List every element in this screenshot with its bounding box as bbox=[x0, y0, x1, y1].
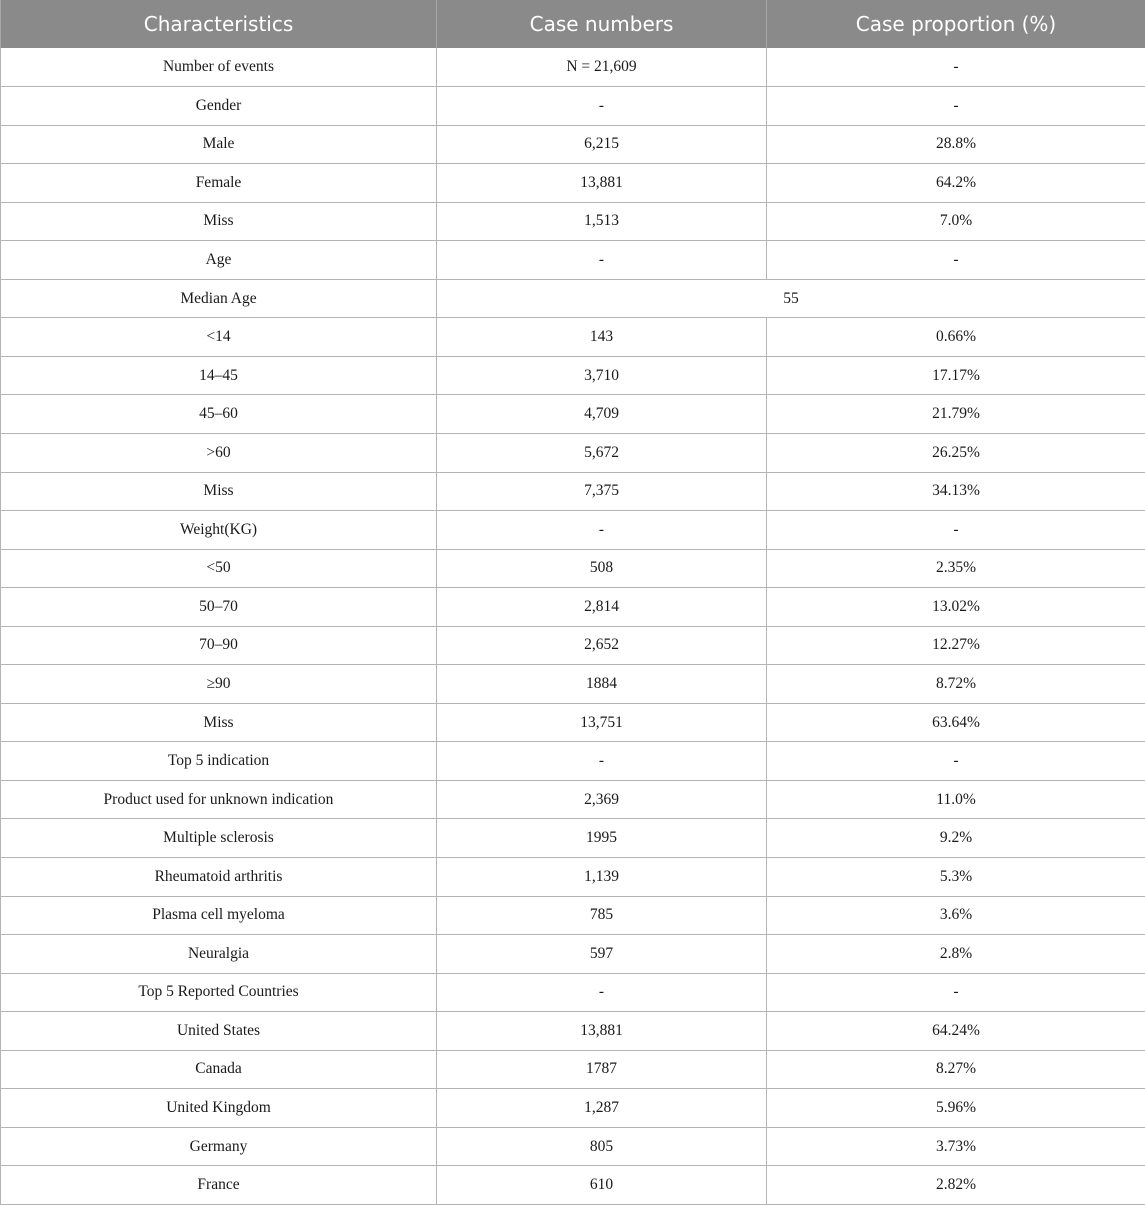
table-body bbox=[1, 48, 1145, 1204]
characteristic-cell: Number of events bbox=[1, 48, 437, 87]
table-row bbox=[1, 125, 1145, 164]
characteristic-cell: Median Age bbox=[1, 279, 437, 318]
case-number-cell: 2,814 bbox=[437, 588, 767, 627]
characteristic-cell: France bbox=[1, 1166, 437, 1205]
table-row bbox=[1, 511, 1145, 550]
characteristic-cell: Miss bbox=[1, 202, 437, 241]
characteristic-cell: Weight(KG) bbox=[1, 511, 437, 550]
characteristic-cell: Product used for unknown indication bbox=[1, 780, 437, 819]
case-number-cell: - bbox=[437, 241, 767, 280]
characteristic-cell: Plasma cell myeloma bbox=[1, 896, 437, 935]
case-number-cell: N = 21,609 bbox=[437, 48, 767, 87]
table-row bbox=[1, 356, 1145, 395]
case-proportion-cell: - bbox=[767, 48, 1145, 87]
case-proportion-cell: 2.82% bbox=[767, 1166, 1145, 1205]
table-row bbox=[1, 703, 1145, 742]
case-proportion-cell: 63.64% bbox=[767, 703, 1145, 742]
case-proportion-cell: 64.24% bbox=[767, 1012, 1145, 1051]
table-row bbox=[1, 1166, 1145, 1205]
characteristic-cell: 14–45 bbox=[1, 356, 437, 395]
case-number-cell: - bbox=[437, 742, 767, 781]
table-row bbox=[1, 87, 1145, 126]
case-number-cell: 1884 bbox=[437, 665, 767, 704]
table-row bbox=[1, 472, 1145, 511]
table-row bbox=[1, 164, 1145, 203]
case-proportion-cell: 0.66% bbox=[767, 318, 1145, 357]
case-number-cell: 597 bbox=[437, 935, 767, 974]
case-number-cell: 143 bbox=[437, 318, 767, 357]
case-number-cell: 1787 bbox=[437, 1050, 767, 1089]
characteristic-cell: >60 bbox=[1, 433, 437, 472]
case-number-cell: 6,215 bbox=[437, 125, 767, 164]
characteristic-cell: Age bbox=[1, 241, 437, 280]
table-row bbox=[1, 935, 1145, 974]
table-row bbox=[1, 549, 1145, 588]
characteristic-cell: Neuralgia bbox=[1, 935, 437, 974]
table-row bbox=[1, 1050, 1145, 1089]
table-row bbox=[1, 202, 1145, 241]
case-proportion-cell: 8.27% bbox=[767, 1050, 1145, 1089]
characteristic-cell: United Kingdom bbox=[1, 1089, 437, 1128]
table-row bbox=[1, 241, 1145, 280]
case-number-cell: - bbox=[437, 973, 767, 1012]
characteristic-cell: Canada bbox=[1, 1050, 437, 1089]
case-proportion-cell: 21.79% bbox=[767, 395, 1145, 434]
header-characteristics: Characteristics bbox=[1, 0, 437, 48]
characteristic-cell: <50 bbox=[1, 549, 437, 588]
case-proportion-cell: 11.0% bbox=[767, 780, 1145, 819]
case-number-cell: 785 bbox=[437, 896, 767, 935]
characteristic-cell: Gender bbox=[1, 87, 437, 126]
characteristic-cell: Miss bbox=[1, 472, 437, 511]
case-number-cell: - bbox=[437, 87, 767, 126]
header-case-numbers: Case numbers bbox=[437, 0, 767, 48]
case-number-cell: 3,710 bbox=[437, 356, 767, 395]
table-row bbox=[1, 48, 1145, 87]
case-number-cell: 1,287 bbox=[437, 1089, 767, 1128]
table-row bbox=[1, 395, 1145, 434]
characteristic-cell: <14 bbox=[1, 318, 437, 357]
characteristic-cell: 45–60 bbox=[1, 395, 437, 434]
table-row bbox=[1, 857, 1145, 896]
characteristic-cell: 70–90 bbox=[1, 626, 437, 665]
case-number-cell: 1995 bbox=[437, 819, 767, 858]
case-number-cell: - bbox=[437, 511, 767, 550]
case-proportion-cell: 17.17% bbox=[767, 356, 1145, 395]
case-number-cell: 805 bbox=[437, 1127, 767, 1166]
table-row bbox=[1, 896, 1145, 935]
characteristic-cell: 50–70 bbox=[1, 588, 437, 627]
table-row bbox=[1, 742, 1145, 781]
case-proportion-cell: - bbox=[767, 87, 1145, 126]
header-row bbox=[1, 0, 1145, 48]
case-number-cell: 508 bbox=[437, 549, 767, 588]
table-row bbox=[1, 1127, 1145, 1166]
case-number-cell: 2,369 bbox=[437, 780, 767, 819]
case-proportion-cell: - bbox=[767, 973, 1145, 1012]
characteristic-cell: Top 5 indication bbox=[1, 742, 437, 781]
header-case-proportion: Case proportion (%) bbox=[767, 0, 1145, 48]
case-number-cell: 1,139 bbox=[437, 857, 767, 896]
table-row bbox=[1, 780, 1145, 819]
case-number-cell: 7,375 bbox=[437, 472, 767, 511]
table-row bbox=[1, 279, 1145, 318]
table-row bbox=[1, 665, 1145, 704]
table-row bbox=[1, 1012, 1145, 1051]
case-proportion-cell: 28.8% bbox=[767, 125, 1145, 164]
table-header bbox=[1, 0, 1145, 48]
table-row bbox=[1, 588, 1145, 627]
table-row bbox=[1, 819, 1145, 858]
case-proportion-cell: 26.25% bbox=[767, 433, 1145, 472]
case-proportion-cell: 5.96% bbox=[767, 1089, 1145, 1128]
table-row bbox=[1, 1089, 1145, 1128]
case-proportion-cell: 2.35% bbox=[767, 549, 1145, 588]
case-proportion-cell: 64.2% bbox=[767, 164, 1145, 203]
merged-value-cell: 55 bbox=[437, 279, 1145, 318]
case-proportion-cell: 3.73% bbox=[767, 1127, 1145, 1166]
characteristic-cell: Female bbox=[1, 164, 437, 203]
characteristic-cell: Miss bbox=[1, 703, 437, 742]
table-row bbox=[1, 318, 1145, 357]
case-proportion-cell: - bbox=[767, 241, 1145, 280]
case-number-cell: 1,513 bbox=[437, 202, 767, 241]
characteristic-cell: ≥90 bbox=[1, 665, 437, 704]
characteristic-cell: Germany bbox=[1, 1127, 437, 1166]
characteristic-cell: Multiple sclerosis bbox=[1, 819, 437, 858]
case-proportion-cell: 2.8% bbox=[767, 935, 1145, 974]
case-proportion-cell: 13.02% bbox=[767, 588, 1145, 627]
case-number-cell: 13,881 bbox=[437, 1012, 767, 1051]
case-number-cell: 5,672 bbox=[437, 433, 767, 472]
case-proportion-cell: 3.6% bbox=[767, 896, 1145, 935]
case-proportion-cell: 12.27% bbox=[767, 626, 1145, 665]
table-row bbox=[1, 433, 1145, 472]
case-number-cell: 2,652 bbox=[437, 626, 767, 665]
case-proportion-cell: 34.13% bbox=[767, 472, 1145, 511]
case-proportion-cell: 9.2% bbox=[767, 819, 1145, 858]
table-row bbox=[1, 973, 1145, 1012]
case-number-cell: 4,709 bbox=[437, 395, 767, 434]
case-proportion-cell: - bbox=[767, 511, 1145, 550]
characteristic-cell: Top 5 Reported Countries bbox=[1, 973, 437, 1012]
characteristic-cell: Male bbox=[1, 125, 437, 164]
case-proportion-cell: 8.72% bbox=[767, 665, 1145, 704]
case-proportion-cell: - bbox=[767, 742, 1145, 781]
case-number-cell: 13,751 bbox=[437, 703, 767, 742]
case-number-cell: 610 bbox=[437, 1166, 767, 1205]
case-proportion-cell: 5.3% bbox=[767, 857, 1145, 896]
case-proportion-cell: 7.0% bbox=[767, 202, 1145, 241]
table-row bbox=[1, 626, 1145, 665]
characteristic-cell: United States bbox=[1, 1012, 437, 1051]
case-number-cell: 13,881 bbox=[437, 164, 767, 203]
characteristic-cell: Rheumatoid arthritis bbox=[1, 857, 437, 896]
